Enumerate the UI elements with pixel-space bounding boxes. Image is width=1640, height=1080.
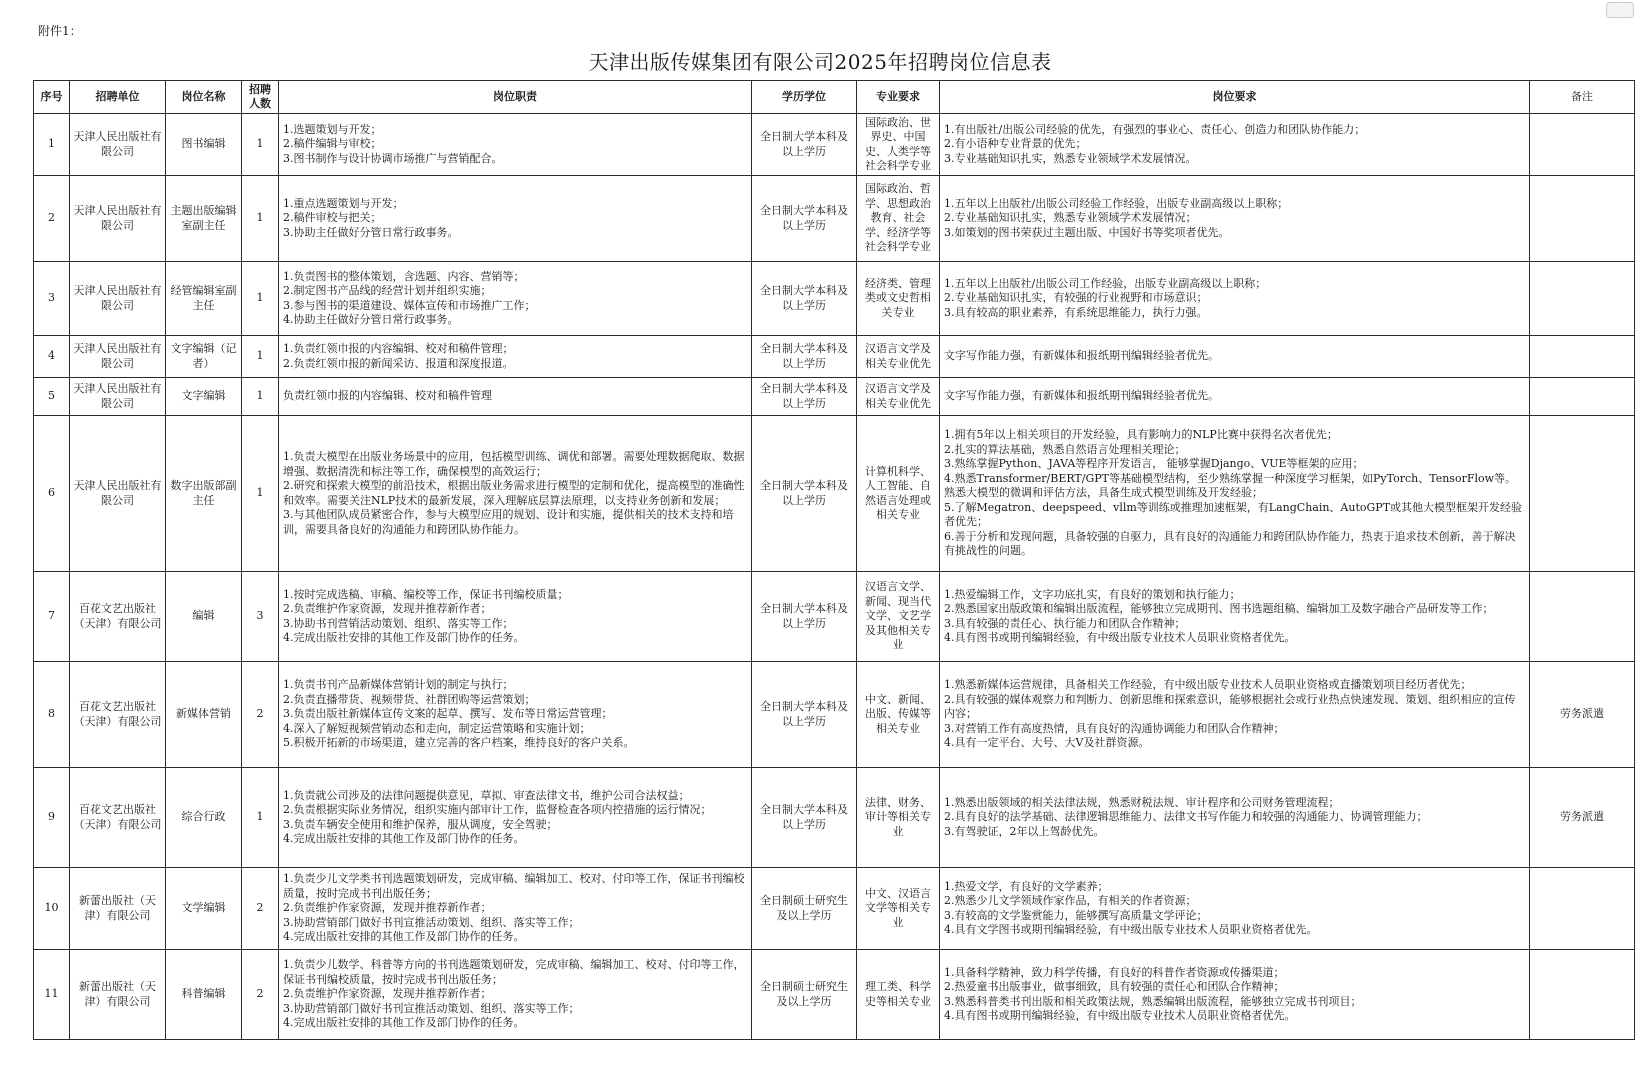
cell-requirements: 1.有出版社/出版公司经验的优先，有强烈的事业心、责任心、创造力和团队协作能力； 2.有小语种专业背景的优先； 3.专业基础知识扎实，熟悉专业领域学术发展情况。 [940,114,1530,176]
cell-education: 全日制大学本科及以上学历 [752,262,857,336]
cell-requirements: 1.熟悉新媒体运营规律，具备相关工作经验，有中级出版专业技术人员职业资格或直播策划项目经历者优先； 2.具有较强的媒体观察力和判断力、创新思维和探索意识，能够根据社会或行业热点快速发现、策划、组织相应的宣传内容； 3.对营销工作有高度热情，具有良好的沟通协调能力和团队合作精神； 4.具有一定平台、大号、大V及社群资源。 [940,662,1530,768]
header-major: 专业要求 [857,81,940,114]
cell-unit: 天津人民出版社有限公司 [70,378,166,416]
table-row [34,950,1635,1040]
table-row [34,378,1635,416]
cell-position: 综合行政 [166,768,242,868]
cell-no: 11 [34,950,70,1040]
cell-count: 1 [242,768,279,868]
cell-count: 1 [242,176,279,262]
cell-unit: 新蕾出版社（天津）有限公司 [70,950,166,1040]
cell-count: 1 [242,262,279,336]
cell-duties: 1.选题策划与开发； 2.稿件编辑与审校； 3.图书制作与设计协调市场推广与营销配合。 [279,114,752,176]
table-row [34,768,1635,868]
cell-major: 汉语言文学、新闻、现当代文学、文艺学及其他相关专业 [857,572,940,662]
cell-no: 3 [34,262,70,336]
cell-unit: 天津人民出版社有限公司 [70,416,166,572]
cell-duties: 1.重点选题策划与开发； 2.稿件审校与把关； 3.协助主任做好分管日常行政事务。 [279,176,752,262]
cell-major: 国际政治、哲学、思想政治教育、社会学、经济学等社会科学专业 [857,176,940,262]
cell-unit: 百花文艺出版社（天津）有限公司 [70,572,166,662]
table-row [34,262,1635,336]
cell-education: 全日制硕士研究生及以上学历 [752,950,857,1040]
table-row [34,416,1635,572]
cell-no: 7 [34,572,70,662]
cell-major: 国际政治、世界史、中国史、人类学等社会科学专业 [857,114,940,176]
cell-major: 汉语言文学及相关专业优先 [857,336,940,378]
cell-no: 9 [34,768,70,868]
table-header-row [34,81,1635,114]
cell-major: 理工类、科学史等相关专业 [857,950,940,1040]
cell-education: 全日制大学本科及以上学历 [752,176,857,262]
cell-remark [1530,176,1635,262]
header-no: 序号 [34,81,70,114]
cell-major: 计算机科学、人工智能、自然语言处理或相关专业 [857,416,940,572]
cell-major: 法律、财务、审计等相关专业 [857,768,940,868]
cell-requirements: 1.五年以上出版社/出版公司工作经验，出版专业副高级以上职称； 2.专业基础知识扎实，有较强的行业视野和市场意识； 3.具有较高的职业素养，有系统思维能力，执行力强。 [940,262,1530,336]
cell-remark [1530,114,1635,176]
cell-unit: 天津人民出版社有限公司 [70,176,166,262]
cell-duties: 1.负责大模型在出版业务场景中的应用，包括模型训练、调优和部署。需要处理数据爬取、数据增强、数据清洗和标注等工作，确保模型的高效运行； 2.研究和探索大模型的前沿技术，根据出版业务需求进行模型的定制和优化，提高模型的准确性和效率。需要关注NLP技术的最新发展，深入理解底层算法原理，以支持业务创新和发展； 3.与其他团队成员紧密合作，参与大模型应用的规划、设计和实施，提供相关的技术支持和培训，需要具备良好的沟通能力和跨团队协作能力。 [279,416,752,572]
cell-education: 全日制大学本科及以上学历 [752,336,857,378]
cell-education: 全日制大学本科及以上学历 [752,768,857,868]
cell-unit: 天津人民出版社有限公司 [70,262,166,336]
recruitment-table [33,80,1635,1040]
cell-position: 科普编辑 [166,950,242,1040]
cell-position: 图书编辑 [166,114,242,176]
cell-requirements: 1.具备科学精神，致力科学传播，有良好的科普作者资源或传播渠道； 2.热爱童书出版事业，做事细致，具有较强的责任心和团队合作精神； 3.熟悉科普类书刊出版和相关政策法规，熟悉编辑出版流程，能够独立完成书刊项目； 4.具有图书或期刊编辑经验，有中级出版专业技术人员职业资格者优先。 [940,950,1530,1040]
cell-remark: 劳务派遣 [1530,662,1635,768]
cell-remark [1530,416,1635,572]
cell-count: 1 [242,114,279,176]
cell-no: 1 [34,114,70,176]
cell-education: 全日制大学本科及以上学历 [752,378,857,416]
table-row [34,572,1635,662]
header-remark: 备注 [1530,81,1635,114]
cell-count: 1 [242,378,279,416]
cell-position: 经管编辑室副主任 [166,262,242,336]
header-education: 学历学位 [752,81,857,114]
cell-position: 文字编辑 [166,378,242,416]
cell-unit: 天津人民出版社有限公司 [70,336,166,378]
cell-duties: 1.按时完成选稿、审稿、编校等工作，保证书刊编校质量； 2.负责维护作家资源，发现并推荐新作者； 3.协助书刊营销活动策划、组织、落实等工作； 4.完成出版社安排的其他工作及部门协作的任务。 [279,572,752,662]
cell-position: 文学编辑 [166,868,242,950]
cell-education: 全日制硕士研究生及以上学历 [752,868,857,950]
header-requirements: 岗位要求 [940,81,1530,114]
cell-education: 全日制大学本科及以上学历 [752,572,857,662]
cell-unit: 天津人民出版社有限公司 [70,114,166,176]
cell-education: 全日制大学本科及以上学历 [752,416,857,572]
cell-position: 新媒体营销 [166,662,242,768]
cell-major: 中文、汉语言文学等相关专业 [857,868,940,950]
cell-no: 8 [34,662,70,768]
cell-requirements: 文字写作能力强，有新媒体和报纸期刊编辑经验者优先。 [940,378,1530,416]
cell-duties: 负责红领巾报的内容编辑、校对和稿件管理 [279,378,752,416]
cell-count: 3 [242,572,279,662]
cell-remark [1530,262,1635,336]
cell-duties: 1.负责少儿文学类书刊选题策划研发，完成审稿、编辑加工、校对、付印等工作，保证书刊编校质量，按时完成书刊出版任务； 2.负责维护作家资源，发现并推荐新作者； 3.协助营销部门做好书刊宣推活动策划、组织、落实等工作； 4.完成出版社安排的其他工作及部门协作的任务。 [279,868,752,950]
cell-no: 6 [34,416,70,572]
cell-position: 主题出版编辑室副主任 [166,176,242,262]
cell-remark [1530,336,1635,378]
cell-major: 中文、新闻、出版、传媒等相关专业 [857,662,940,768]
table-row [34,114,1635,176]
cell-requirements: 1.热爱编辑工作，文字功底扎实，有良好的策划和执行能力； 2.熟悉国家出版政策和编辑出版流程，能够独立完成期刊、图书选题组稿、编辑加工及数字融合产品研发等工作； 3.具有较强的责任心、执行能力和团队合作精神； 4.具有图书或期刊编辑经验，有中级出版专业技术人员职业资格者优先。 [940,572,1530,662]
header-duties: 岗位职责 [279,81,752,114]
cell-requirements: 1.五年以上出版社/出版公司经验工作经验，出版专业副高级以上职称； 2.专业基础知识扎实，熟悉专业领域学术发展情况； 3.如策划的图书荣获过主题出版、中国好书等奖项者优先。 [940,176,1530,262]
cell-position: 编辑 [166,572,242,662]
cell-no: 4 [34,336,70,378]
cell-duties: 1.负责红领巾报的内容编辑、校对和稿件管理； 2.负责红领巾报的新闻采访、报道和深度报道。 [279,336,752,378]
cell-major: 汉语言文学及相关专业优先 [857,378,940,416]
table-row [34,868,1635,950]
table-row [34,176,1635,262]
cell-education: 全日制大学本科及以上学历 [752,662,857,768]
cell-remark [1530,950,1635,1040]
cell-unit: 新蕾出版社（天津）有限公司 [70,868,166,950]
cell-count: 2 [242,662,279,768]
table-row [34,336,1635,378]
page-title: 天津出版传媒集团有限公司2025年招聘岗位信息表 [588,50,1052,74]
cell-no: 5 [34,378,70,416]
cell-requirements: 1.热爱文学，有良好的文学素养； 2.熟悉少儿文学领域作家作品，有相关的作者资源； 3.有较高的文学鉴赏能力，能够撰写高质量文学评论； 4.具有文学图书或期刊编辑经验，有中级出版专业技术人员职业资格者优先。 [940,868,1530,950]
cell-requirements: 文字写作能力强，有新媒体和报纸期刊编辑经验者优先。 [940,336,1530,378]
table-body [34,114,1635,1040]
window-corner-control[interactable] [1606,2,1634,18]
attachment-label: 附件1： [38,24,82,38]
cell-unit: 百花文艺出版社（天津）有限公司 [70,662,166,768]
cell-count: 1 [242,416,279,572]
cell-remark [1530,378,1635,416]
cell-unit: 百花文艺出版社（天津）有限公司 [70,768,166,868]
cell-position: 文字编辑（记者） [166,336,242,378]
header-position: 岗位名称 [166,81,242,114]
cell-requirements: 1.拥有5年以上相关项目的开发经验，具有影响力的NLP比赛中获得名次者优先； 2.扎实的算法基础，熟悉自然语言处理相关理论； 3.熟练掌握Python、JAVA等程序开发语言， 能够掌握Django、VUE等框架的应用； 4.熟悉Transformer/BERT/GPT等基础模型结构，至少熟练掌握一种深度学习框架，如PyTorch、TensorFlow等。熟悉大模型的微调和评估方法，具备生成式模型训练及开发经验； 5.了解Megatron、deepspeed、vllm等训练或推理加速框架，有LangChain、AutoGPT或其他大模型框架开发经验者优先； 6.善于分析和发现问题，具备较强的自驱力，具有良好的沟通能力和跨团队协作能力，热衷于追求技术创新，善于解决有挑战性的问题。 [940,416,1530,572]
header-count: 招聘人数 [242,81,279,114]
cell-education: 全日制大学本科及以上学历 [752,114,857,176]
cell-duties: 1.负责就公司涉及的法律问题提供意见，草拟、审查法律文书，维护公司合法权益； 2.负责根据实际业务情况，组织实施内部审计工作，监督检查各项内控措施的运行情况； 3.负责车辆安全使用和维护保养，服从调度，安全驾驶； 4.完成出版社安排的其他工作及部门协作的任务。 [279,768,752,868]
cell-count: 2 [242,868,279,950]
header-unit: 招聘单位 [70,81,166,114]
cell-duties: 1.负责图书的整体策划，含选题、内容、营销等； 2.制定图书产品线的经营计划并组织实施； 3.参与图书的渠道建设、媒体宣传和市场推广工作； 4.协助主任做好分管日常行政事务。 [279,262,752,336]
cell-remark: 劳务派遣 [1530,768,1635,868]
cell-requirements: 1.熟悉出版领域的相关法律法规，熟悉财税法规、审计程序和公司财务管理流程； 2.具有良好的法学基础、法律逻辑思维能力、法律文书写作能力和较强的沟通能力、协调管理能力； 3.有驾驶证，2年以上驾龄优先。 [940,768,1530,868]
cell-no: 10 [34,868,70,950]
cell-duties: 1.负责少儿数学、科普等方向的书刊选题策划研发，完成审稿、编辑加工、校对、付印等工作，保证书刊编校质量，按时完成书刊出版任务； 2.负责维护作家资源，发现并推荐新作者； 3.协助营销部门做好书刊宣推活动策划、组织、落实等工作； 4.完成出版社安排的其他工作及部门协作的任务。 [279,950,752,1040]
cell-duties: 1.负责书刊产品新媒体营销计划的制定与执行； 2.负责直播带货、视频带货、社群团购等运营策划； 3.负责出版社新媒体宣传文案的起草、撰写、发布等日常运营管理； 4.深入了解短视频营销动态和走向，制定运营策略和实施计划； 5.积极开拓新的市场渠道，建立完善的客户档案，维持良好的客户关系。 [279,662,752,768]
cell-count: 2 [242,950,279,1040]
cell-major: 经济类、管理类或文史哲相关专业 [857,262,940,336]
cell-remark [1530,868,1635,950]
table-row [34,662,1635,768]
cell-count: 1 [242,336,279,378]
cell-remark [1530,572,1635,662]
cell-position: 数字出版部副主任 [166,416,242,572]
cell-no: 2 [34,176,70,262]
